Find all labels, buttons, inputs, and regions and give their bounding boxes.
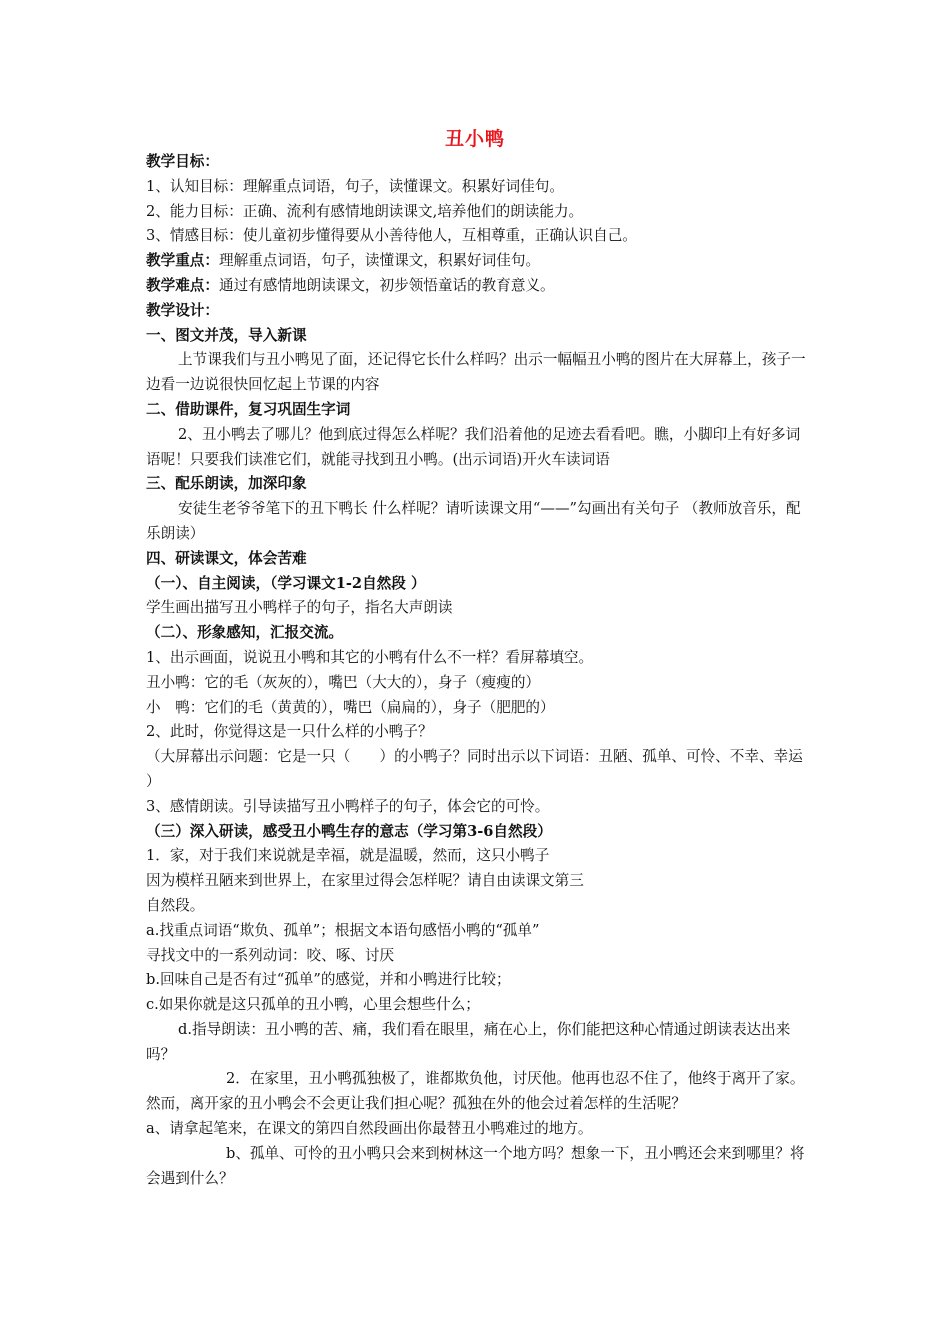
sub2-item: 1、出示画面，说说丑小鸭和其它的小鸭有什么不一样？看屏幕填空。 <box>146 648 594 666</box>
objective-item: 3、情感目标：使儿童初步懂得要从小善待他人，互相尊重，正确认识自己。 <box>146 227 637 245</box>
sub3-line: b、孤单、可怜的丑小鸭只会来到树林这一个地方吗？想象一下，丑小鸭还会来到哪里？将会遇到什么？ <box>146 1144 805 1187</box>
objective-item: 1、认知目标：理解重点词语，句子，读懂课文。积累好词佳句。 <box>146 177 564 195</box>
sub3-line: 自然段。 <box>146 896 205 914</box>
sub3-line: 因为模样丑陋来到世界上，在家里过得会怎样呢？请自由读课文第三 <box>146 872 584 890</box>
section3-text: 安徒生老爷爷笔下的丑下鸭长 什么样呢？请听读课文用“——”勾画出有关句子 （教师放音乐，配乐朗读） <box>146 500 801 542</box>
difficulty-label: 教学难点： <box>146 276 219 294</box>
objectives-heading: 教学目标： <box>146 153 219 170</box>
section1-heading: 一、图文并茂，导入新课 <box>146 326 307 344</box>
sub3-line: 寻找文中的一系列动词：咬、啄、讨厌 <box>146 946 395 964</box>
sub3-heading: （三）深入研读，感受丑小鸭生存的意志（学习第3-6自然段） <box>146 822 552 840</box>
sub1-heading: （一）、自主阅读，（学习课文1-2自然段 ） <box>146 574 426 592</box>
sub3-line: d.指导朗读：丑小鸭的苦、痛，我们看在眼里，痛在心上，你们能把这种心情通过朗读表达出来吗？ <box>146 1020 791 1063</box>
section2-text: 2、丑小鸭去了哪儿？他到底过得怎么样呢？我们沿着他的足迹去看看吧。瞧，小脚印上有好多词语呢！只要我们读准它们，就能寻找到丑小鸭。(出示词语)开火车读词语 <box>146 425 801 468</box>
key-point <box>146 249 812 274</box>
sub2-item: 丑小鸭：它的毛（灰灰的），嘴巴（大大的），身子（瘦瘦的） <box>146 673 541 691</box>
section4-heading: 四、研读课文，体会苦难 <box>146 549 307 567</box>
difficulty-text: 通过有感情地朗读课文，初步领悟童话的教育意义。 <box>218 276 555 294</box>
key-point-label: 教学重点： <box>146 252 219 270</box>
sub2-item: 2、此时，你觉得这是一只什么样的小鸭子？ <box>146 723 433 741</box>
key-point-text: 理解重点词语，句子，读懂课文，积累好词佳句。 <box>218 252 541 270</box>
section3-heading: 三、配乐朗读，加深印象 <box>146 475 307 493</box>
document-body <box>146 150 812 1191</box>
sub3-line: 1．家，对于我们来说就是幸福，就是温暖，然而，这只小鸭子 <box>146 847 550 865</box>
sub2-item: （大屏幕出示问题：它是一只（ ）的小鸭子？同时出示以下词语：丑陋、孤单、可怜、不幸、幸运 ） <box>146 748 803 790</box>
sub3-line: a.找重点词语“欺负、孤单”；根据文本语句感悟小鸭的“孤单” <box>146 921 540 939</box>
sub1-text: 学生画出描写丑小鸭样子的句子，指名大声朗读 <box>146 599 453 617</box>
document-title: 丑小鸭 <box>444 128 505 150</box>
sub2-heading: （二）、形象感知，汇报交流。 <box>146 624 344 642</box>
sub2-item: 3、感情朗读。引导读描写丑小鸭样子的句子，体会它的可怜。 <box>146 797 550 815</box>
objective-item: 2、能力目标：正确、流利有感情地朗读课文,培养他们的朗读能力。 <box>146 202 584 220</box>
section1-text: 上节课我们与丑小鸭见了面，还记得它长什么样吗？出示一幅幅丑小鸭的图片在大屏幕上，孩子一边看一边说很快回忆起上节课的内容 <box>146 351 806 394</box>
sub3-line: b.回味自己是否有过“孤单”的感觉，并和小鸭进行比较； <box>146 971 511 989</box>
design-heading: 教学设计： <box>146 301 219 319</box>
difficulty <box>146 274 812 299</box>
section2-heading: 二、借助课件，复习巩固生字词 <box>146 400 351 418</box>
sub3-line: c.如果你就是这只孤单的丑小鸭，心里会想些什么； <box>146 996 480 1014</box>
sub3-line: a、请拿起笔来，在课文的第四自然段画出你最替丑小鸭难过的地方。 <box>146 1120 593 1138</box>
sub2-item: 小 鸭：它们的毛（黄黄的），嘴巴（扁扁的），身子（肥肥的） <box>146 698 555 716</box>
sub3-line: 2．在家里，丑小鸭孤独极了，谁都欺负他，讨厌他。他再也忍不住了，他终于离开了家。然而，离开家的丑小鸭会不会更让我们担心呢？孤独在外的他会过着怎样的生活呢？ <box>146 1070 805 1113</box>
